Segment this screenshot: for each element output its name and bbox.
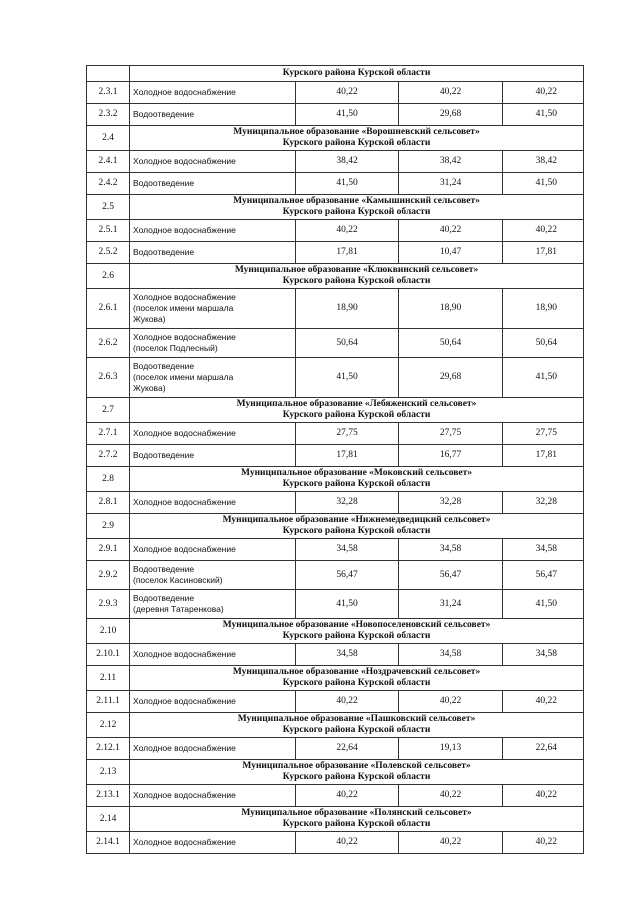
row-number: 2.7.1 <box>87 423 130 445</box>
section-title-line: Курского района Курской области <box>282 276 431 286</box>
tariff-value-1: 17,81 <box>296 242 399 264</box>
tariff-value-3: 17,81 <box>503 242 584 264</box>
service-name-line: Холодное водоснабжение <box>133 743 236 753</box>
tariff-value-2: 31,24 <box>399 173 503 195</box>
row-number: 2.4 <box>87 126 130 151</box>
table-row <box>87 832 584 854</box>
tariff-value-3: 40,22 <box>503 220 584 242</box>
tariff-value-2: 40,22 <box>399 82 503 104</box>
service-name-line: Холодное водоснабжение <box>133 790 236 800</box>
tariff-value-3: 41,50 <box>503 173 584 195</box>
service-name <box>130 492 296 514</box>
table-row <box>87 289 584 329</box>
service-name-line: Холодное водоснабжение <box>133 544 236 554</box>
row-number: 2.10.1 <box>87 644 130 666</box>
tariff-value-3: 41,50 <box>503 358 584 398</box>
section-header-row <box>87 467 584 492</box>
tariff-value-1: 41,50 <box>296 358 399 398</box>
section-title-line: Курского района Курской области <box>282 819 431 829</box>
tariff-value-3: 32,28 <box>503 492 584 514</box>
table-row <box>87 423 584 445</box>
tariff-value-1: 32,28 <box>296 492 399 514</box>
section-header-row <box>87 713 584 738</box>
table-row <box>87 738 584 760</box>
tariff-value-3: 34,58 <box>503 539 584 561</box>
row-number: 2.3.2 <box>87 104 130 126</box>
table-row <box>87 691 584 713</box>
service-name <box>130 329 296 358</box>
table-row <box>87 173 584 195</box>
service-name-line: Холодное водоснабжение <box>133 428 236 438</box>
service-name-line: Водоотведение <box>133 247 195 257</box>
table-row <box>87 644 584 666</box>
section-title-line: Муниципальное образование «Ворошневский сельсовет» <box>233 127 480 137</box>
section-title-line: Курского района Курской области <box>282 68 431 78</box>
row-number: 2.11 <box>87 666 130 691</box>
service-name <box>130 358 296 398</box>
tariff-value-2: 34,58 <box>399 644 503 666</box>
service-name <box>130 82 296 104</box>
table-row <box>87 358 584 398</box>
service-name <box>130 289 296 329</box>
tariff-value-2: 40,22 <box>399 785 503 807</box>
row-number: 2.6.2 <box>87 329 130 358</box>
row-number: 2.6.3 <box>87 358 130 398</box>
service-name-line: Водоотведение <box>133 564 195 574</box>
service-name <box>130 220 296 242</box>
tariff-value-1: 40,22 <box>296 832 399 854</box>
service-name-line: Холодное водоснабжение <box>133 649 236 659</box>
tariff-value-2: 18,90 <box>399 289 503 329</box>
section-title <box>130 66 584 82</box>
tariff-value-1: 27,75 <box>296 423 399 445</box>
tariff-value-2: 29,68 <box>399 104 503 126</box>
section-header-row <box>87 195 584 220</box>
tariff-value-3: 40,22 <box>503 785 584 807</box>
section-title-line: Муниципальное образование «Полянский сельсовет» <box>241 808 472 818</box>
service-name <box>130 423 296 445</box>
tariff-value-1: 56,47 <box>296 561 399 590</box>
tariff-value-1: 34,58 <box>296 644 399 666</box>
service-name-line: (поселок имени маршала <box>133 303 234 313</box>
tariff-value-3: 38,42 <box>503 151 584 173</box>
row-number: 2.4.2 <box>87 173 130 195</box>
section-title <box>130 713 584 738</box>
section-header-row <box>87 760 584 785</box>
tariff-value-1: 41,50 <box>296 104 399 126</box>
tariff-value-1: 40,22 <box>296 785 399 807</box>
tariff-value-2: 50,64 <box>399 329 503 358</box>
service-name-line: Холодное водоснабжение <box>133 87 236 97</box>
tariff-value-3: 50,64 <box>503 329 584 358</box>
row-number: 2.8 <box>87 467 130 492</box>
row-number: 2.8.1 <box>87 492 130 514</box>
tariff-value-2: 40,22 <box>399 691 503 713</box>
section-title-line: Муниципальное образование «Клюквинский сельсовет» <box>234 265 479 275</box>
section-title-line: Муниципальное образование «Пашковский сельсовет» <box>237 714 476 724</box>
tariff-value-2: 32,28 <box>399 492 503 514</box>
row-number: 2.9.1 <box>87 539 130 561</box>
tariff-table-body <box>87 66 584 854</box>
service-name <box>130 785 296 807</box>
row-number: 2.14 <box>87 807 130 832</box>
section-title-line: Курского района Курской области <box>282 772 431 782</box>
row-number: 2.3.1 <box>87 82 130 104</box>
service-name-line: (поселок Подлесный) <box>133 343 218 353</box>
section-title <box>130 619 584 644</box>
row-number: 2.6.1 <box>87 289 130 329</box>
service-name-line: Водоотведение <box>133 109 195 119</box>
section-header-row <box>87 126 584 151</box>
section-title <box>130 760 584 785</box>
tariff-value-3: 41,50 <box>503 104 584 126</box>
service-name <box>130 242 296 264</box>
section-title-line: Муниципальное образование «Моковский сельсовет» <box>240 468 473 478</box>
row-number: 2.6 <box>87 264 130 289</box>
service-name <box>130 445 296 467</box>
section-header-row <box>87 66 584 82</box>
tariff-value-1: 40,22 <box>296 82 399 104</box>
section-title-line: Курского района Курской области <box>282 631 431 641</box>
row-number: 2.10 <box>87 619 130 644</box>
section-title <box>130 807 584 832</box>
table-row <box>87 82 584 104</box>
table-row <box>87 590 584 619</box>
row-number: 2.5.1 <box>87 220 130 242</box>
section-header-row <box>87 666 584 691</box>
service-name <box>130 104 296 126</box>
service-name <box>130 691 296 713</box>
table-row <box>87 220 584 242</box>
section-title-line: Курского района Курской области <box>282 410 431 420</box>
tariff-value-1: 18,90 <box>296 289 399 329</box>
row-number: 2.7.2 <box>87 445 130 467</box>
service-name-line: Холодное водоснабжение <box>133 837 236 847</box>
service-name <box>130 832 296 854</box>
tariff-value-2: 40,22 <box>399 220 503 242</box>
table-row <box>87 104 584 126</box>
row-number: 2.7 <box>87 398 130 423</box>
section-title <box>130 195 584 220</box>
section-title-line: Муниципальное образование «Лебяженский сельсовет» <box>236 399 477 409</box>
row-number: 2.9 <box>87 514 130 539</box>
tariff-value-3: 34,58 <box>503 644 584 666</box>
tariff-value-2: 34,58 <box>399 539 503 561</box>
row-number: 2.11.1 <box>87 691 130 713</box>
row-number: 2.5.2 <box>87 242 130 264</box>
tariff-value-3: 40,22 <box>503 82 584 104</box>
tariff-value-3: 40,22 <box>503 691 584 713</box>
tariff-value-1: 34,58 <box>296 539 399 561</box>
table-row <box>87 539 584 561</box>
tariff-value-3: 22,64 <box>503 738 584 760</box>
section-title-line: Курского района Курской области <box>282 678 431 688</box>
service-name <box>130 590 296 619</box>
section-title-line: Курского района Курской области <box>282 725 431 735</box>
tariff-value-2: 19,13 <box>399 738 503 760</box>
service-name-line: (деревня Татаренкова) <box>133 604 224 614</box>
service-name-line: Водоотведение <box>133 361 195 371</box>
service-name-line: Водоотведение <box>133 178 195 188</box>
tariff-value-3: 56,47 <box>503 561 584 590</box>
tariff-value-2: 56,47 <box>399 561 503 590</box>
service-name <box>130 151 296 173</box>
service-name <box>130 173 296 195</box>
section-title <box>130 264 584 289</box>
tariff-value-3: 18,90 <box>503 289 584 329</box>
table-row <box>87 561 584 590</box>
tariff-value-1: 50,64 <box>296 329 399 358</box>
tariff-value-2: 27,75 <box>399 423 503 445</box>
tariff-value-1: 40,22 <box>296 220 399 242</box>
service-name-line: Жукова) <box>133 314 166 324</box>
tariff-value-3: 17,81 <box>503 445 584 467</box>
section-title <box>130 514 584 539</box>
section-title-line: Курского района Курской области <box>282 207 431 217</box>
tariff-value-2: 16,77 <box>399 445 503 467</box>
row-number: 2.4.1 <box>87 151 130 173</box>
row-number: 2.12 <box>87 713 130 738</box>
service-name <box>130 644 296 666</box>
service-name-line: Жукова) <box>133 383 166 393</box>
service-name-line: Водоотведение <box>133 593 195 603</box>
service-name-line: Холодное водоснабжение <box>133 156 236 166</box>
table-row <box>87 492 584 514</box>
tariff-value-1: 17,81 <box>296 445 399 467</box>
service-name-line: Холодное водоснабжение <box>133 292 236 302</box>
section-title-line: Муниципальное образование «Полевской сельсовет» <box>242 761 471 771</box>
section-title <box>130 398 584 423</box>
table-row <box>87 445 584 467</box>
service-name-line: Холодное водоснабжение <box>133 332 236 342</box>
table-row <box>87 151 584 173</box>
section-title-line: Муниципальное образование «Нижнемедведицкий сельсовет» <box>222 515 491 525</box>
section-title <box>130 467 584 492</box>
service-name-line: Холодное водоснабжение <box>133 497 236 507</box>
section-title <box>130 666 584 691</box>
row-number: 2.12.1 <box>87 738 130 760</box>
tariff-value-1: 41,50 <box>296 173 399 195</box>
tariff-value-1: 38,42 <box>296 151 399 173</box>
service-name-line: (поселок имени маршала <box>133 372 234 382</box>
tariff-value-2: 29,68 <box>399 358 503 398</box>
section-title <box>130 126 584 151</box>
row-number: 2.9.3 <box>87 590 130 619</box>
service-name <box>130 561 296 590</box>
tariff-value-3: 40,22 <box>503 832 584 854</box>
row-number: 2.13.1 <box>87 785 130 807</box>
tariff-value-2: 38,42 <box>399 151 503 173</box>
row-number: 2.9.2 <box>87 561 130 590</box>
section-title-line: Курского района Курской области <box>282 526 431 536</box>
section-header-row <box>87 514 584 539</box>
service-name <box>130 738 296 760</box>
service-name-line: Холодное водоснабжение <box>133 696 236 706</box>
section-header-row <box>87 807 584 832</box>
row-number: 2.5 <box>87 195 130 220</box>
row-number: 2.13 <box>87 760 130 785</box>
tariff-value-2: 31,24 <box>399 590 503 619</box>
service-name-line: Водоотведение <box>133 450 195 460</box>
section-header-row <box>87 398 584 423</box>
service-name <box>130 539 296 561</box>
tariff-value-1: 41,50 <box>296 590 399 619</box>
section-title-line: Курского района Курской области <box>282 138 431 148</box>
service-name-line: (поселок Касиновский) <box>133 575 223 585</box>
service-name-line: Холодное водоснабжение <box>133 225 236 235</box>
table-row <box>87 242 584 264</box>
tariff-value-2: 40,22 <box>399 832 503 854</box>
tariff-value-1: 40,22 <box>296 691 399 713</box>
section-title-line: Муниципальное образование «Камышинский сельсовет» <box>233 196 480 206</box>
tariff-table <box>86 65 584 854</box>
section-title-line: Курского района Курской области <box>282 479 431 489</box>
table-row <box>87 329 584 358</box>
section-header-row <box>87 264 584 289</box>
section-header-row <box>87 619 584 644</box>
tariff-value-3: 27,75 <box>503 423 584 445</box>
tariff-value-3: 41,50 <box>503 590 584 619</box>
section-title-line: Муниципальное образование «Новопоселеновский сельсовет» <box>222 620 491 630</box>
row-number: 2.14.1 <box>87 832 130 854</box>
section-title-line: Муниципальное образование «Ноздрачевский сельсовет» <box>232 667 481 677</box>
tariff-value-1: 22,64 <box>296 738 399 760</box>
table-row <box>87 785 584 807</box>
tariff-value-2: 10,47 <box>399 242 503 264</box>
row-number <box>87 66 130 82</box>
